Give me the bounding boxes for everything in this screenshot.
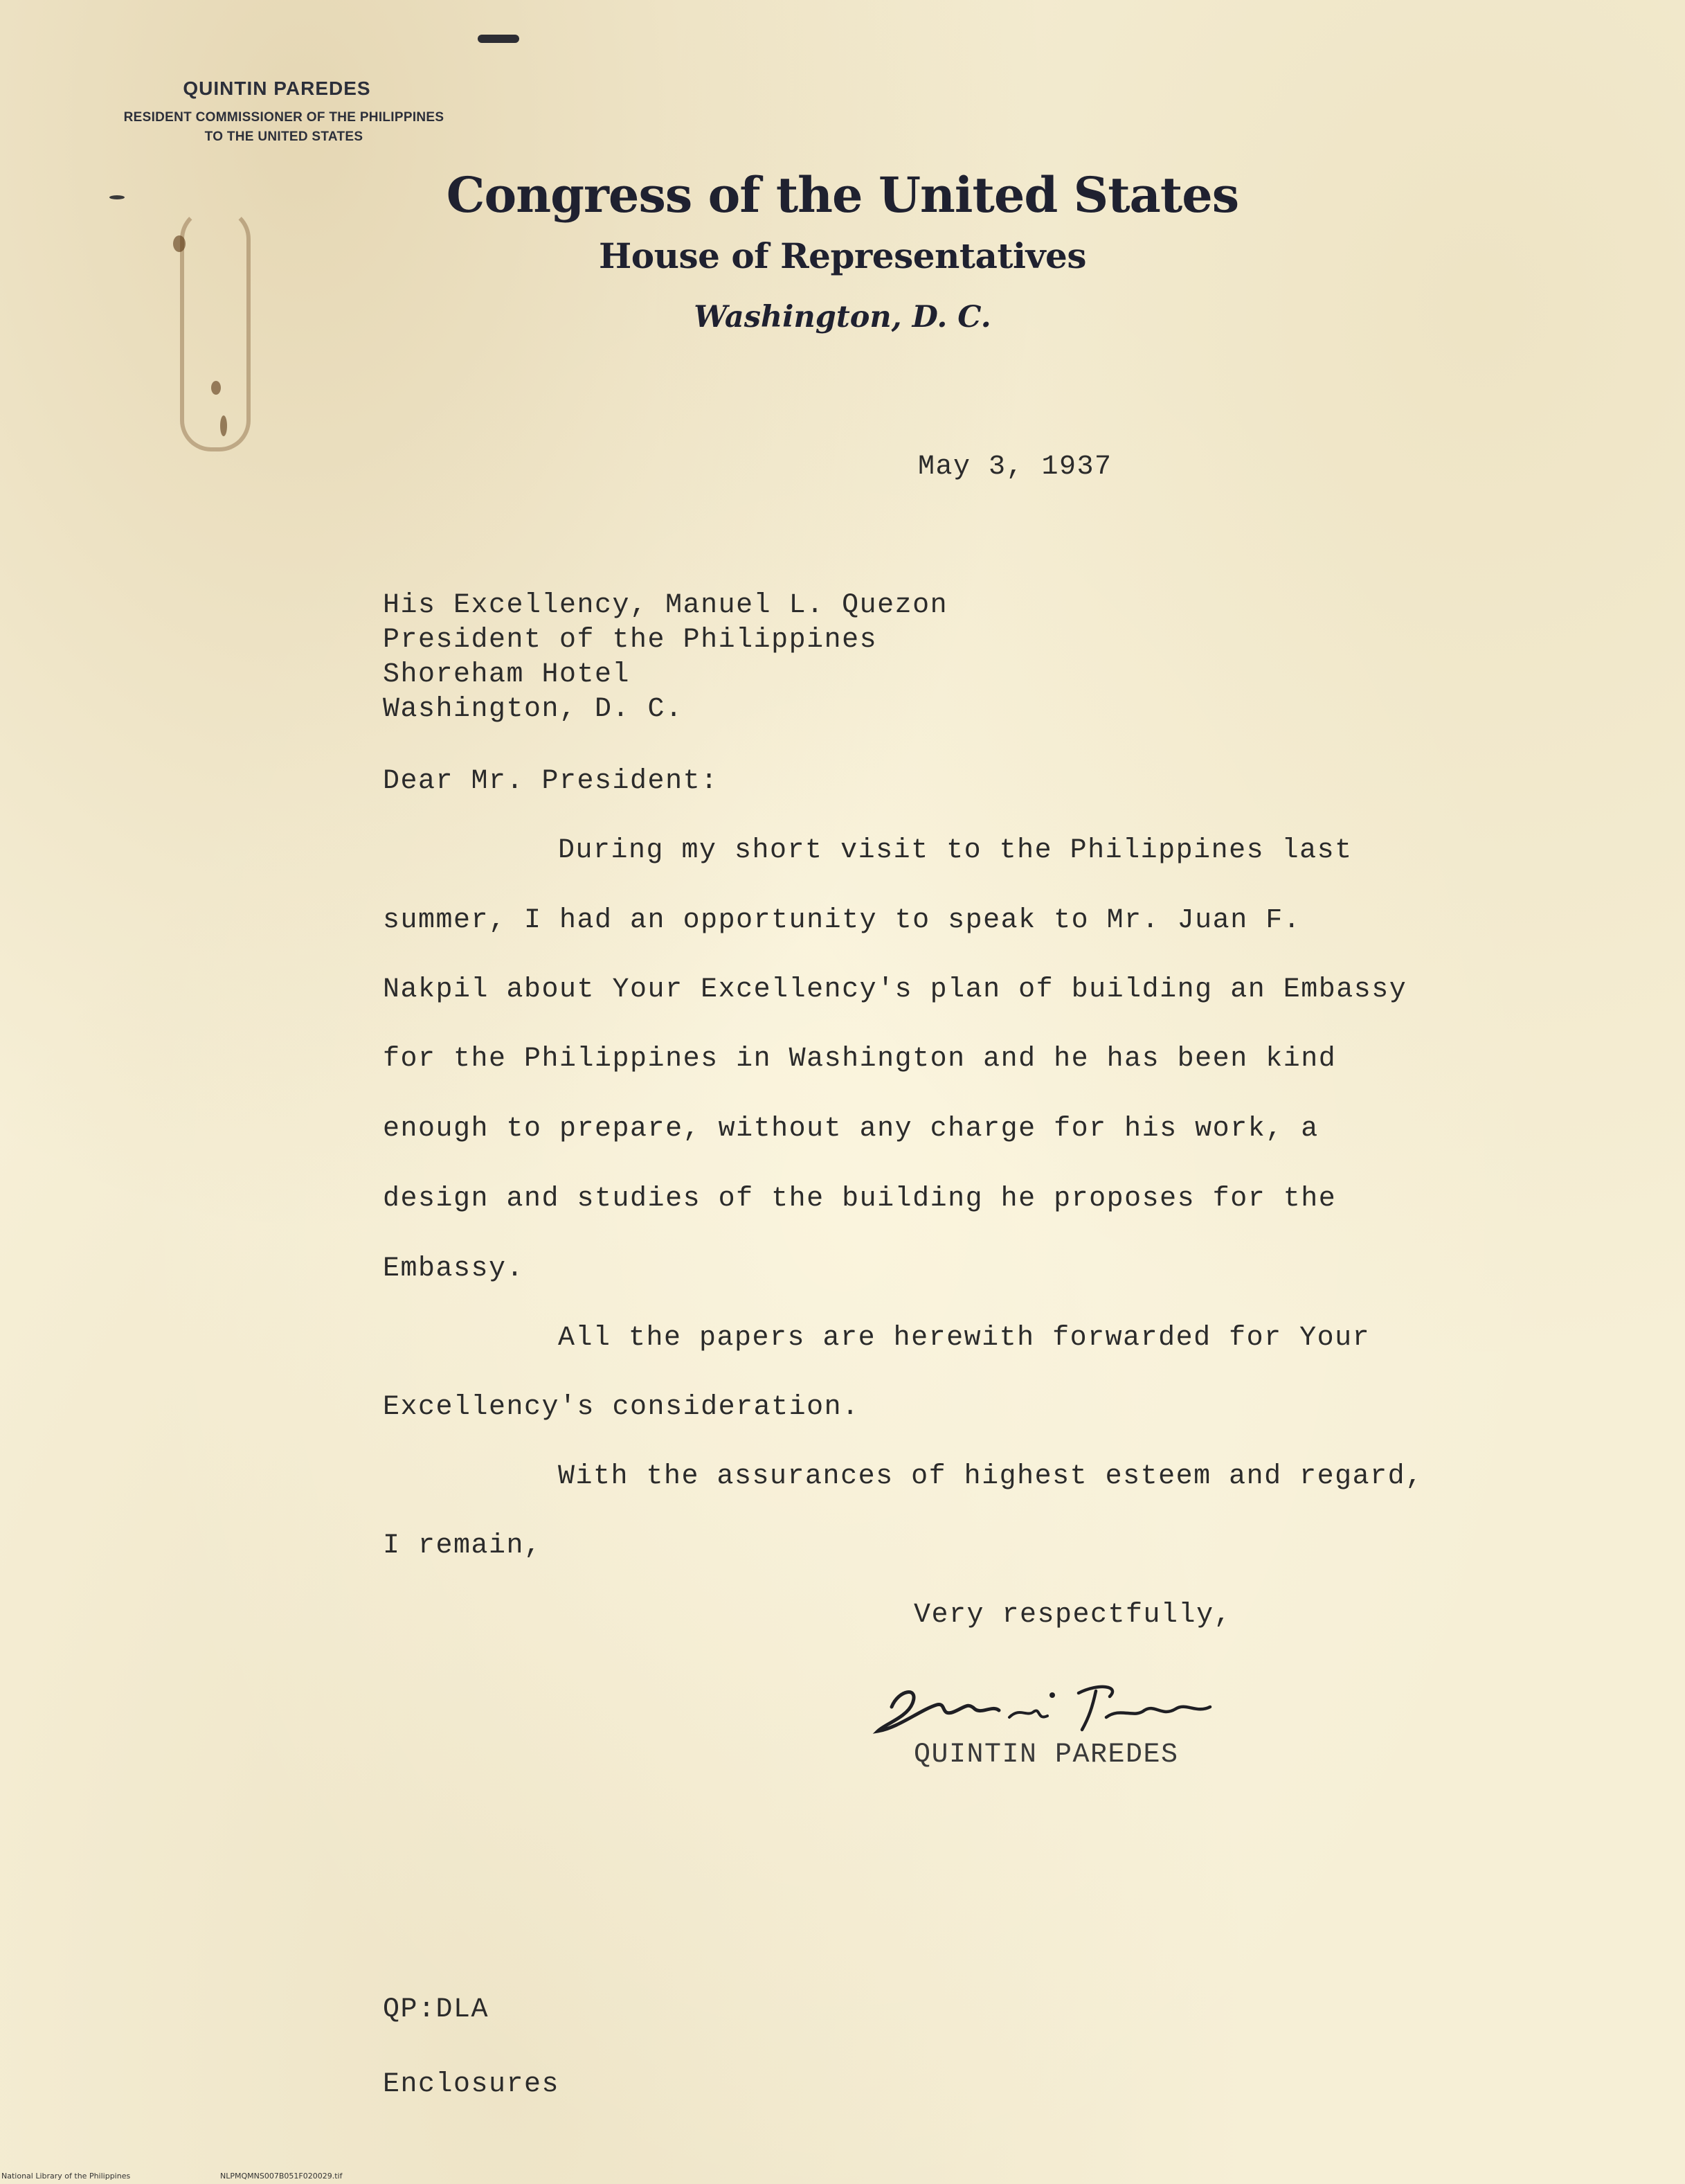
- sender-letterhead-name: QUINTIN PAREDES: [183, 78, 371, 99]
- body-line: design and studies of the building he proposes for the: [383, 1183, 1337, 1215]
- archive-credit: National Library of the Philippines: [1, 2172, 131, 2181]
- enclosure-note: Enclosures: [383, 2069, 560, 2100]
- body-line: I remain,: [383, 1530, 542, 1561]
- body-line: All the papers are herewith forwarded for Your: [558, 1323, 1371, 1354]
- letterhead-chamber: House of Representatives: [599, 235, 1086, 276]
- sender-letterhead-title: TO THE UNITED STATES: [204, 129, 363, 144]
- recipient-line: Shoreham Hotel: [383, 659, 631, 690]
- body-line: Embassy.: [383, 1253, 525, 1285]
- salutation: Dear Mr. President:: [383, 766, 719, 797]
- letterhead-institution: Congress of the United States: [446, 166, 1239, 224]
- signature-name: QUINTIN PAREDES: [914, 1739, 1179, 1771]
- body-line: With the assurances of highest esteem and regard,: [558, 1461, 1423, 1492]
- ink-mark: [478, 35, 519, 43]
- reference-initials: QP:DLA: [383, 1994, 489, 2025]
- letter-date: May 3, 1937: [918, 451, 1112, 483]
- recipient-line: His Excellency, Manuel L. Quezon: [383, 590, 948, 621]
- archive-file-id: NLPMQMNS007B051F020029.tif: [220, 2172, 343, 2181]
- rust-spot: [220, 415, 227, 436]
- body-line: During my short visit to the Philippines last: [558, 835, 1353, 866]
- body-line: for the Philippines in Washington and he has been kind: [383, 1044, 1337, 1075]
- body-line: summer, I had an opportunity to speak to Mr. Juan F.: [383, 905, 1301, 936]
- body-line: Nakpil about Your Excellency's plan of building an Embassy: [383, 974, 1407, 1005]
- recipient-line: President of the Philippines: [383, 625, 878, 656]
- recipient-line: Washington, D. C.: [383, 694, 683, 725]
- body-line: Excellency's consideration.: [383, 1392, 860, 1423]
- closing: Very respectfully,: [914, 1600, 1232, 1631]
- letterhead-city: Washington, D. C.: [694, 300, 991, 334]
- handwritten-signature: [871, 1669, 1231, 1748]
- rust-spot: [211, 381, 221, 395]
- sender-letterhead-title: RESIDENT COMMISSIONER OF THE PHILIPPINES: [123, 110, 444, 125]
- body-line: enough to prepare, without any charge for his work, a: [383, 1113, 1319, 1145]
